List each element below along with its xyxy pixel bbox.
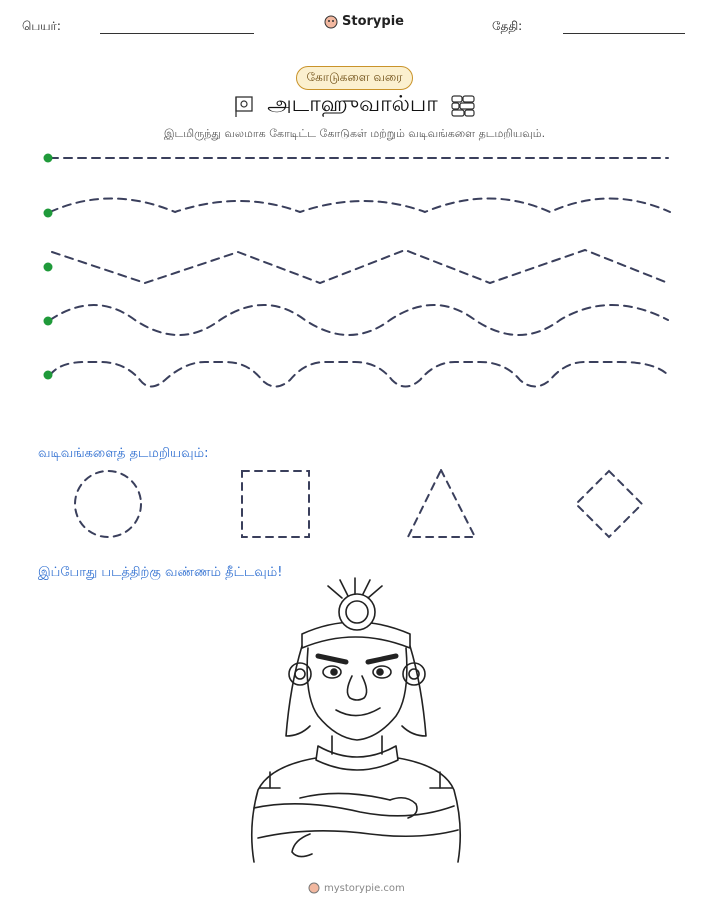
trace-shape-diamond <box>576 471 642 537</box>
footer <box>308 882 405 894</box>
inca-king-illustration[interactable] <box>240 576 470 862</box>
date-label: தேதி: <box>492 19 523 33</box>
shapes-heading: வடிவங்களைத் தடமறியவும்: <box>38 446 209 461</box>
worksheet-title: அடாஹுவால்பா <box>267 92 438 117</box>
instruction-text: இடமிருந்து வலமாக கோடிட்ட கோடுகள் மற்றும் வடிவங்களை தடமறியவும். <box>163 127 546 140</box>
name-label: பெயர்: <box>22 19 61 33</box>
storypie-icon <box>308 882 320 894</box>
worksheet-badge: கோடுகளை வரை <box>296 66 414 90</box>
trace-shape-triangle <box>408 470 475 537</box>
color-heading: இப்போது படத்திற்கு வண்ணம் தீட்டவும்! <box>38 565 283 580</box>
trace-shape-square <box>242 471 309 537</box>
brand-name: Storypie <box>342 14 404 29</box>
trace-shape-circle <box>75 471 141 537</box>
footer-site[interactable]: mystorypie.com <box>324 882 405 894</box>
